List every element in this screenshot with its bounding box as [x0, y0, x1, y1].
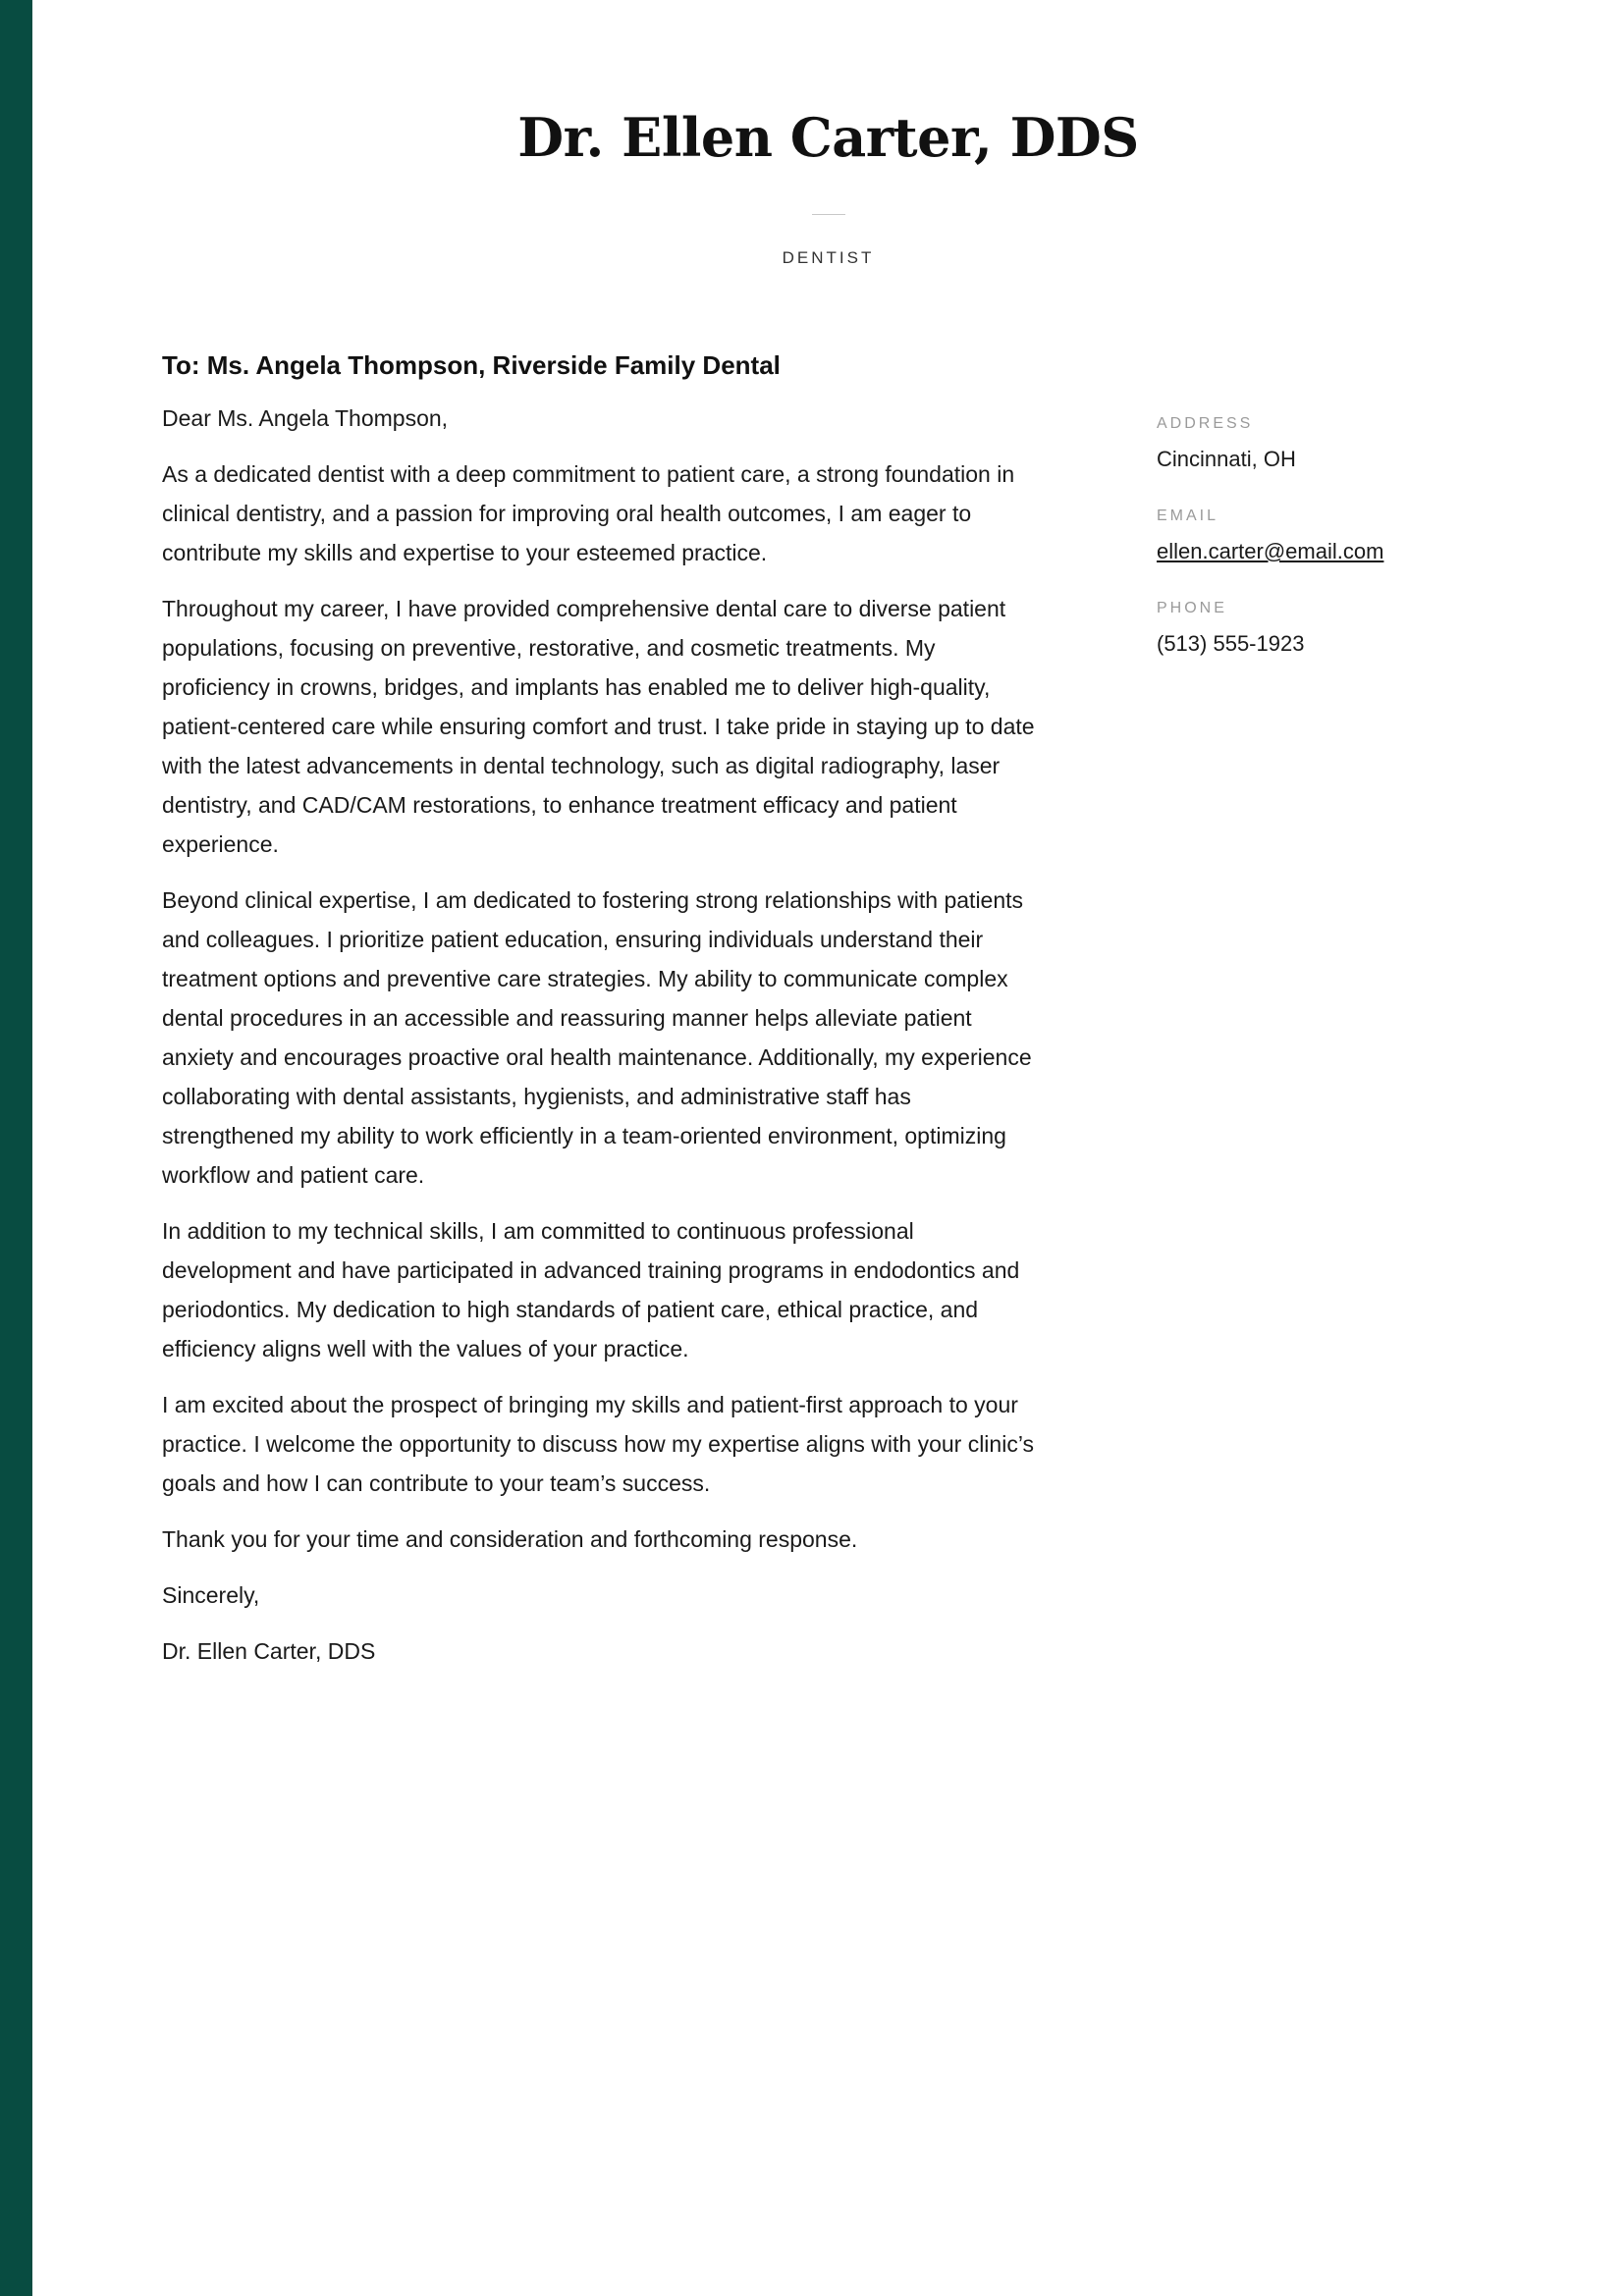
phone-label: PHONE [1157, 600, 1227, 616]
email-label: EMAIL [1157, 507, 1219, 524]
signature: Dr. Ellen Carter, DDS [162, 1638, 376, 1664]
applicant-name: Dr. Ellen Carter, DDS [517, 106, 1139, 169]
applicant-role: DENTIST [782, 248, 875, 267]
address-label: ADDRESS [1157, 415, 1254, 432]
letter-paragraph: In addition to my technical skills, I am committed to continuous professional development and have participated in advanced training programs in endodontics and periodontics. My dedication to high standards of patient care, ethical practice, and efficiency aligns well with the values of your practice. [162, 1218, 1020, 1362]
letter-paragraph: As a dedicated dentist with a deep commitment to patient care, a strong foundation in clinical dentistry, and a passion for improving oral health outcomes, I am eager to contribute my skills and expertise to your esteemed practice. [162, 461, 1015, 565]
recipient-line: To: Ms. Angela Thompson, Riverside Family Dental [162, 350, 781, 380]
header-divider [812, 214, 845, 215]
contact-sidebar [1157, 412, 1549, 689]
letter-paragraph: Beyond clinical expertise, I am dedicated to fostering strong relationships with patients and colleagues. I prioritize patient education, ensuring individuals understand their treatment options and preventive care strategies. My ability to communicate complex dental procedures in an accessible and reassuring manner helps alleviate patient anxiety and encourages proactive oral health maintenance. Additionally, my experience collaborating with dental assistants, hygienists, and administrative staff has strengthened my ability to work efficiently in a team-oriented environment, optimizing workflow and patient care. [162, 887, 1032, 1188]
address-value: Cincinnati, OH [1157, 447, 1296, 471]
closing: Sincerely, [162, 1582, 260, 1608]
phone-value: (513) 555-1923 [1157, 631, 1305, 656]
accent-side-bar [0, 0, 32, 2296]
letter-body [162, 346, 1046, 1687]
letter-paragraph: Throughout my career, I have provided comprehensive dental care to diverse patient populations, focusing on preventive, restorative, and cosmetic treatments. My proficiency in crowns, bridges, and implants has enabled me to deliver high-quality, patient-centered care while ensuring comfort and trust. I take pride in staying up to date with the latest advancements in dental technology, such as digital radiography, laser dentistry, and CAD/CAM restorations, to enhance treatment efficacy and patient experience. [162, 596, 1035, 857]
letter-header [32, 98, 1624, 268]
email-link[interactable]: ellen.carter@email.com [1157, 539, 1384, 563]
letter-paragraph: Thank you for your time and consideration and forthcoming response. [162, 1526, 858, 1552]
letter-paragraph: I am excited about the prospect of bringing my skills and patient-first approach to your practice. I welcome the opportunity to discuss how my expertise aligns with your clinic’s goals and how I can contribute to your team’s success. [162, 1392, 1035, 1496]
salutation: Dear Ms. Angela Thompson, [162, 405, 449, 431]
